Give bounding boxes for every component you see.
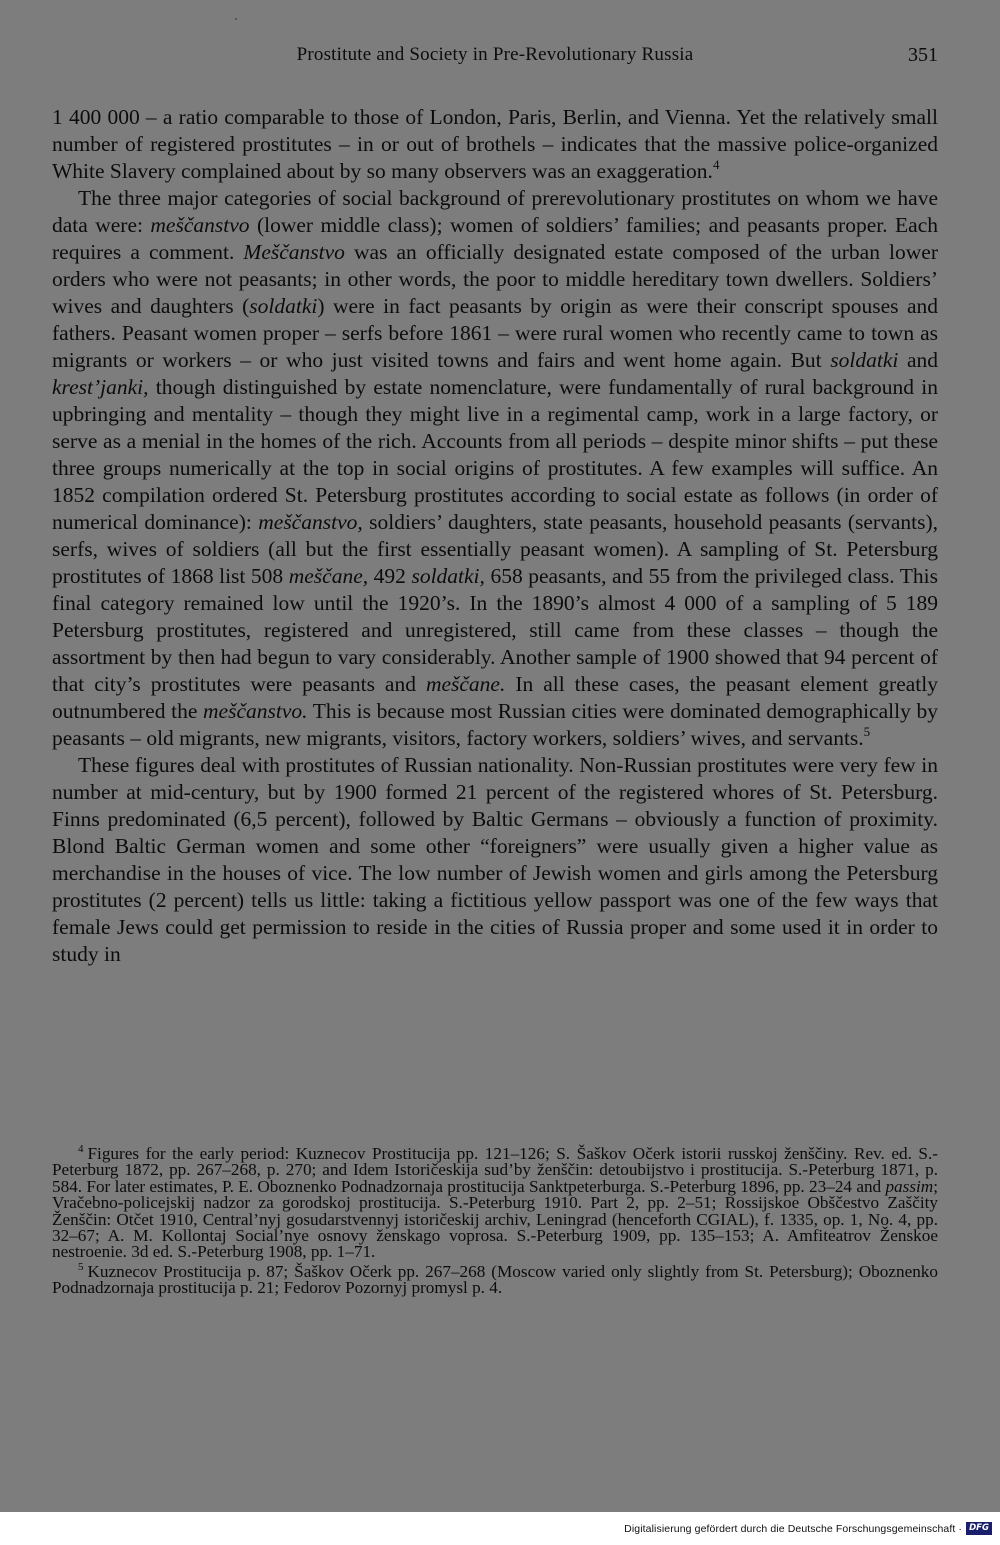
footnote-5-mark: 5 [78,1260,84,1273]
italic-term: meščane, [288,564,369,588]
paragraph-2-text-k: In all these cases, the peasant element greatly outnumbered the [52,672,938,723]
paragraph-2-text-f: though distinguished by estate nomenclature, were fundamentally of rural background in upbringing and mentality – though they might live in a regimental camp, work in a large factory, or serve as a menial in the homes of the rich. Accounts from all periods – despite minor shifts – put these three groups numerically at the top in social origins of prostitutes. A few examples will suffice. An 1852 compilation ordered St. Petersburg prostitutes according to social estate as follows (in order of numerical dominance): [52,375,938,534]
paragraph-1-text: 1 400 000 – a ratio comparable to those of London, Paris, Berlin, and Vienna. Yet the relatively small number of registered prostitutes – in or out of brothels – indicates that the massive police-organized White Slavery complained about by so many observers was an exaggeration. [52,105,938,183]
paragraph-1 [52,104,938,185]
italic-term: meščanstvo. [203,699,308,723]
italic-term: meščanstvo, [258,510,363,534]
italic-term: soldatki [249,294,318,318]
italic-term: krest’janki, [52,375,149,399]
footnote-4-text-a: Figures for the early period: Kuznecov Prostitucija pp. 121–126; S. Šaškov Očerk istorii russkoj ženščiny. Rev. ed. S.-Peterburg 1872, pp. 267–268, p. 270; and Idem Istoričeskija sud’by ženščin: detoubijstvo i prostitucija. S.-Peterburg 1871, p. 584. For later estimates, P. E. Oboznenko Podnadzornaja prostitucija Sanktpeterburga. S.-Peterburg 1896, pp. 23–24 and [52,1144,938,1196]
dfg-logo-icon: DFG [966,1522,992,1535]
italic-term: soldatki, [411,564,485,588]
italic-term: soldatki [830,348,899,372]
paragraph-3-text: These figures deal with prostitutes of Russian nationality. Non-Russian prostitutes were very few in number at mid-century, but by 1900 formed 21 percent of the registered whores of St. Petersburg. Finns predominated (6,5 percent), followed by Baltic Germans – obviously a function of proximity. Blond Baltic German women and some other “foreigners” were usually given a higher value as merchandise in the houses of vice. The low number of Jewish women and girls among the Petersburg prostitutes (2 percent) tells us little: taking a fictitious yellow passport was one of the few ways that female Jews could get permission to reside in the cities of Russia proper and some used it in order to study in [52,753,938,966]
page-number: 351 [908,44,938,66]
paragraph-2 [52,185,938,752]
paragraph-2-text-a: The three major categories of social background of prerevolutionary prostitutes on whom we have data were: [52,186,938,237]
footnote-ref-5: 5 [863,724,871,739]
footnote-4-italic: passim [885,1176,934,1196]
paragraph-2-text-b: (lower middle class); women of soldiers’ families; and peasants proper. Each requires a comment. [52,213,938,264]
footnote-5-text: Kuznecov Prostitucija p. 87; Šaškov Očerk pp. 267–268 (Moscow varied only slightly from St. Petersburg); Oboznenko Podnadzornaja prostitucija p. 21; Fedorov Pozornyj promysl p. 4. [52,1261,938,1298]
footnote-5 [52,1260,938,1298]
italic-term: meščane. [425,672,506,696]
paragraph-3 [52,752,938,968]
paragraph-2-text-d: ) were in fact peasants by origin as were their conscript spouses and fathers. Peasant women proper – serfs before 1861 – were rural women who recently came to town as migrants or workers – or who just visited towns and fairs and went home again. But [52,294,938,372]
paragraph-2-text-h: 492 [368,564,412,588]
footnotes [52,1143,938,1300]
paragraph-2-text-c: was an officially designated estate composed of the urban lower orders who were not peasants; in other words, the poor to middle hereditary town dwellers. Soldiers’ wives and daughters ( [52,240,939,318]
body-text [52,104,938,968]
paragraph-2-text-e: and [898,348,938,372]
footnote-ref-4: 4 [712,157,720,172]
digitization-credit: Digitalisierung gefördert durch die Deutsche Forschungsgemeinschaft · [624,1523,962,1535]
footnote-4-mark: 4 [78,1143,84,1155]
footnote-4 [52,1143,938,1262]
italic-term: Meščanstvo [243,240,345,264]
running-title: Prostitute and Society in Pre-Revolutionary Russia [296,44,694,65]
scan-speck [235,18,237,20]
paragraph-2-text-g: soldiers’ daughters, state peasants, household peasants (servants), serfs, wives of soldiers (all but the first essentially peasant women). A sampling of St. Petersburg prostitutes of 1868 list 508 [52,510,939,588]
paragraph-2-text-j: 658 peasants, and 55 from the privileged class. This final category remained low until the 1920’s. In the 1890’s almost 4 000 of a sampling of 5 189 Petersburg prostitutes, registered and unregistered, still came from these classes – though the assortment by then had begun to vary considerably. Another sample of 1900 showed that 94 percent of that city’s prostitutes were peasants and [52,564,938,696]
footnote-4-text-b: ; Vračebno-policejskij nadzor za gorodskoj prostitucija. S.-Peterburg 1910. Part 2, pp. 2–51; Rossijskoe Obščestvo Zaščity Ženščin: Otčet 1910, Central’nyj gosudarstvennyj istoričeskij archiv, Leningrad (henceforth CGIAL), f. 1335, op. 1, No. 4, pp. 32–67; A. M. Kollontaj Social’nye osnovy ženskago voprosa. S.-Peterburg 1909, pp. 135–153; A. Amfiteatrov Ženskoe nestroenie. 3d ed. S.-Peterburg 1908, pp. 1–71. [52,1176,938,1262]
paragraph-2-text-l: This is because most Russian cities were dominated demographically by peasants – old migrants, new migrants, visitors, factory workers, soldiers’ wives, and servants. [52,699,938,750]
page-header [52,44,938,74]
digitization-credit-bar [0,1512,1000,1545]
italic-term: meščanstvo [150,213,250,237]
